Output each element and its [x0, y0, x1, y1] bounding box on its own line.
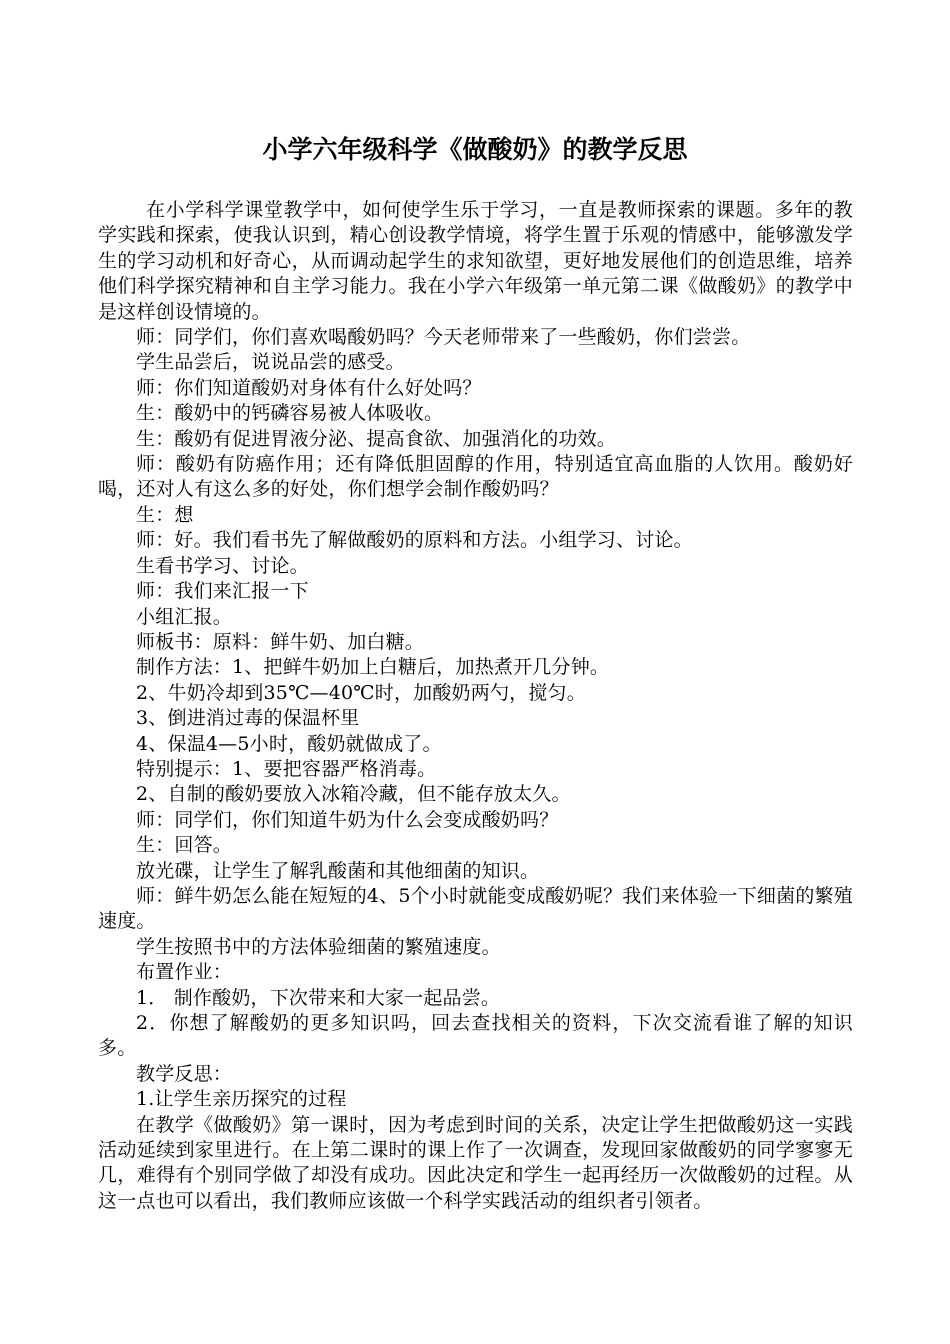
paragraph: 生：酸奶中的钙磷容易被人体吸收。	[136, 402, 444, 425]
paragraph: 教学反思：	[136, 1062, 233, 1085]
paragraph: 1． 制作酸奶，下次带来和大家一起品尝。	[136, 986, 501, 1009]
paragraph: 师：好。我们看书先了解做酸奶的原料和方法。小组学习、讨论。	[136, 529, 693, 552]
paragraph: 师板书：原料：鲜牛奶、加白糖。	[136, 630, 425, 653]
paragraph: 2、自制的酸奶要放入冰箱冷藏，但不能存放太久。	[136, 783, 571, 806]
paragraph-intro: 在小学科学课堂教学中，如何使学生乐于学习，一直是教师探索的课题。多年的教学实践和探索，使我认识到，精心创设教学情境，将学生置于乐观的情感中，能够激发学生的学习动机和好奇心，从而调动起学生的求知欲望，更好地发展他们的创造思维，培养他们科学探究精神和自主学习能力。我在小学六年级第一单元第二课《做酸奶》的教学中是这样创设情境的。	[98, 199, 853, 323]
document-body	[98, 198, 853, 1214]
paragraph: 1.让学生亲历探究的过程	[136, 1088, 347, 1111]
paragraph: 学生按照书中的方法体验细菌的繁殖速度。	[136, 935, 501, 958]
paragraph: 3、倒进消过毒的保温杯里	[136, 707, 360, 730]
paragraph: 生看书学习、讨论。	[136, 554, 309, 577]
paragraph: 在教学《做酸奶》第一课时，因为考虑到时间的关系，决定让学生把做酸奶这一实践活动延续到家里进行。在上第二课时的课上作了一次调查，发现回家做酸奶的同学寥寥无几，难得有个别同学做了却没有成功。因此决定和学生一起再经历一次做酸奶的过程。从这一点也可以看出，我们教师应该做一个科学实践活动的组织者引领者。	[98, 1113, 853, 1212]
paragraph: 生：酸奶有促进胃液分泌、提高食欲、加强消化的功效。	[136, 427, 617, 450]
paragraph: 师：同学们，你们知道牛奶为什么会变成酸奶吗？	[136, 808, 559, 831]
paragraph: 学生品尝后，说说品尝的感受。	[136, 351, 405, 374]
paragraph: 师：同学们，你们喜欢喝酸奶吗？今天老师带来了一些酸奶，你们尝尝。	[136, 326, 751, 349]
paragraph: 2．你想了解酸奶的更多知识吗，回去查找相关的资料，下次交流看谁了解的知识多。	[98, 1012, 853, 1060]
paragraph: 生：回答。	[136, 834, 233, 857]
paragraph: 布置作业：	[136, 961, 233, 984]
paragraph: 师：你们知道酸奶对身体有什么好处吗？	[136, 376, 482, 399]
paragraph: 小组汇报。	[136, 605, 233, 628]
paragraph: 师：鲜牛奶怎么能在短短的4、5个小时就能变成酸奶呢？我们来体验一下细菌的繁殖速度。	[98, 884, 853, 933]
paragraph: 4、保温4—5小时，酸奶就做成了。	[136, 732, 442, 755]
paragraph: 特别提示：1、要把容器严格消毒。	[136, 757, 437, 780]
paragraph: 师：我们来汇报一下	[136, 580, 309, 603]
paragraph: 制作方法：1、把鲜牛奶加上白糖后，加热煮开几分钟。	[136, 656, 610, 679]
paragraph: 放光碟，让学生了解乳酸菌和其他细菌的知识。	[136, 859, 540, 882]
paragraph: 师：酸奶有防癌作用；还有降低胆固醇的作用，特别适宜高血脂的人饮用。酸奶好喝，还对人有这么多的好处，你们想学会制作酸奶吗？	[98, 453, 853, 501]
paragraph: 2、牛奶冷却到35℃—40℃时，加酸奶两勺，搅匀。	[136, 681, 586, 704]
document-title: 小学六年级科学《做酸奶》的教学反思	[262, 135, 688, 164]
paragraph: 生：想	[136, 503, 194, 526]
